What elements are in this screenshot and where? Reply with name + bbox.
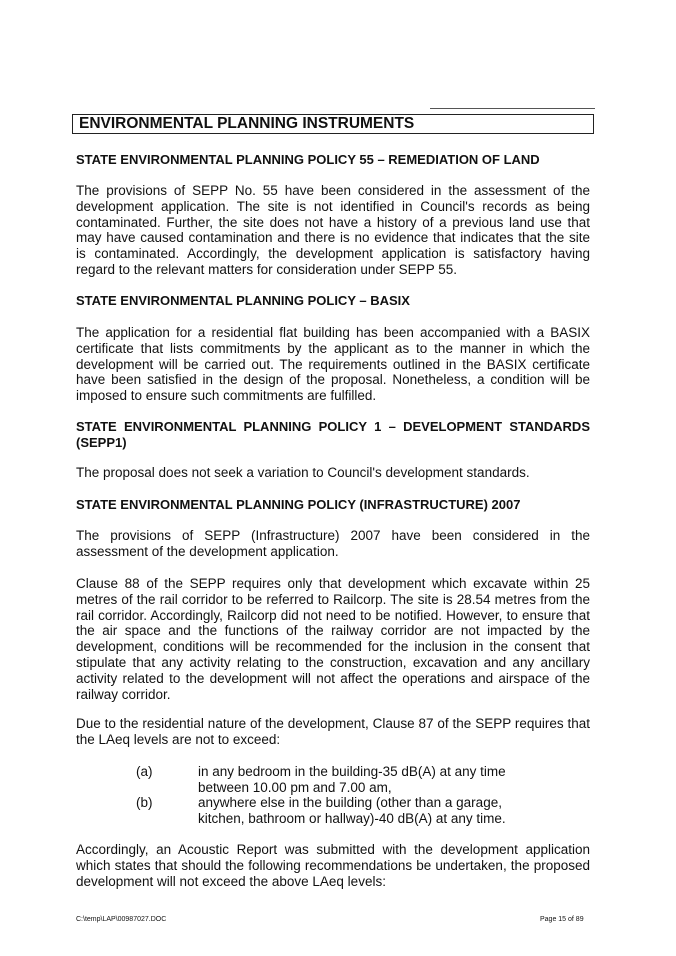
- list-item-tag: (b): [136, 795, 153, 810]
- list-item-text: in any bedroom in the building-35 dB(A) at any time between 10.00 pm and 7.00 am,: [198, 764, 506, 795]
- section-title: ENVIRONMENTAL PLANNING INSTRUMENTS: [72, 114, 594, 134]
- paragraph-basix: The application for a residential flat building has been accompanied with a BASIX certificate that lists commitments by the applicant as to the manner in which the development will be carried out. The requirements outlined in the BASIX certificate have been satisfied in the design of the proposal. Nonetheless, a condition will be imposed to ensure such commitments are fulfilled.: [76, 325, 590, 404]
- heading-sepp55: STATE ENVIRONMENTAL PLANNING POLICY 55 – REMEDIATION OF LAND: [76, 152, 540, 167]
- list-item-tag: (a): [136, 764, 153, 779]
- heading-basix: STATE ENVIRONMENTAL PLANNING POLICY – BASIX: [76, 293, 410, 308]
- paragraph-infrastructure-3: Due to the residential nature of the development, Clause 87 of the SEPP requires that the LAeq levels are not to exceed:: [76, 716, 590, 747]
- paragraph-sepp1: The proposal does not seek a variation to Council's development standards.: [76, 465, 530, 480]
- heading-sepp1: STATE ENVIRONMENTAL PLANNING POLICY 1 – DEVELOPMENT STANDARDS (SEPP1): [76, 419, 590, 450]
- paragraph-sepp55: The provisions of SEPP No. 55 have been considered in the assessment of the development application. The site is not identified in Council's records as being contaminated. Further, the site does not have a history of a previous land use that may have caused contamination and there is no evidence that indicates that the site is contaminated. Accordingly, the development application is satisfactory having regard to the relevant matters for consideration under SEPP 55.: [76, 183, 590, 277]
- footer-page-number: Page 15 of 89: [540, 916, 584, 923]
- paragraph-infrastructure-2: Clause 88 of the SEPP requires only that development which excavate within 25 metres of the rail corridor to be referred to Railcorp. The site is 28.54 metres from the rail corridor. Accordingly, Railcorp did not need to be notified. However, to ensure that the air space and the functions of the railway corridor are not impacted by the development, conditions will be recommended for the inclusion in the consent that stipulate that any activity relating to the construction, excavation and any ancillary activity related to the development will not affect the operations and airspace of the railway corridor.: [76, 576, 590, 702]
- heading-infrastructure: STATE ENVIRONMENTAL PLANNING POLICY (INFRASTRUCTURE) 2007: [76, 497, 521, 512]
- paragraph-infrastructure-1: The provisions of SEPP (Infrastructure) 2007 have been considered in the assessment of the development application.: [76, 528, 590, 559]
- header-rule: [430, 108, 595, 109]
- footer-file-path: C:\temp\LAP\00987027.DOC: [76, 916, 167, 923]
- paragraph-acoustic: Accordingly, an Acoustic Report was submitted with the development application which states that should the following recommendations be undertaken, the proposed development will not exceed the above LAeq levels:: [76, 842, 590, 889]
- list-item-text: anywhere else in the building (other than a garage, kitchen, bathroom or hallway)-40 dB(A) at any time.: [198, 795, 506, 826]
